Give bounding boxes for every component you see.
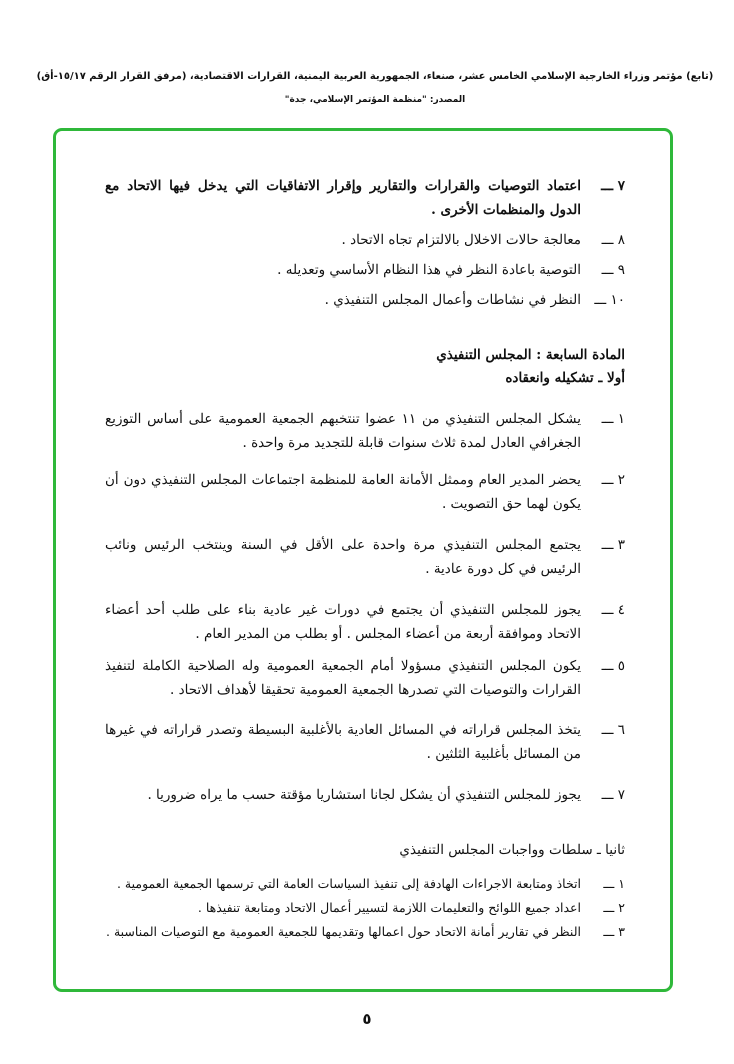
item-number: ٨ ـــ [601,232,625,248]
list-item [105,598,625,646]
item-text: يجتمع المجلس التنفيذي مرة واحدة على الأقل في السنة وينتخب الرئيس ونائب الرئيس في كل دورة عادية . [105,537,581,577]
item-number: ١٠ ـــ [594,292,625,308]
item-number: ٧ ـــ [601,178,625,194]
item-number: ٢ ـــ [603,900,625,915]
document-source: المصدر: "منظمة المؤتمر الإسلامي، جدة" [284,95,466,105]
list-item [105,533,625,581]
item-text: التوصية باعادة النظر في هذا النظام الأساسي وتعديله . [277,262,581,278]
list-item [105,718,625,766]
list-item [105,920,625,944]
item-number: ٩ ـــ [601,262,625,278]
item-text: النظر في نشاطات وأعمال المجلس التنفيذي . [324,292,581,308]
list-item [105,468,625,516]
list-item [105,654,625,702]
item-text: يكون المجلس التنفيذي مسؤولا أمام الجمعية العمومية وله الصلاحية الكاملة لتنفيذ القرارات والتوصيات التي تصدرها الجمعية العمومية تحقيقا لأهداف الاتحاد . [105,658,581,698]
list-item [105,174,625,222]
item-number: ١ ـــ [601,411,625,427]
item-number: ٤ ـــ [601,602,625,618]
list-item [105,872,625,896]
document-header-title: (تابع) مؤتمر وزراء الخارجية الإسلامي الخامس عشر، صنعاء، الجمهورية العربية اليمنية، القرارات الاقتصادية، (مرفق القرار الرقم ١٥/١٧-أق) [36,71,714,82]
item-text: اعتماد التوصيات والقرارات والتقارير وإقرار الاتفاقيات التي يدخل فيها الاتحاد مع الدول والمنظمات الأخرى . [105,178,581,218]
item-text: اعداد جميع اللوائح والتعليمات اللازمة لتسيير أعمال الاتحاد ومتابعة تنفيذها . [197,900,581,915]
item-number: ٢ ـــ [601,472,625,488]
item-text: اتخاذ ومتابعة الاجراءات الهادفة إلى تنفيذ السياسات العامة التي ترسمها الجمعية العمومية . [116,876,581,891]
list-item [105,228,625,252]
item-number: ٦ ـــ [601,722,625,738]
item-text: معالجة حالات الاخلال بالالتزام تجاه الاتحاد . [341,232,581,248]
list-item [105,407,625,455]
item-number: ١ ـــ [603,876,625,891]
item-text: النظر في تقارير أمانة الاتحاد حول اعمالها وتقديمها للجمعية العمومية مع التوصيات المناسبة . [106,924,581,939]
item-text: يتخذ المجلس قراراته في المسائل العادية بالأغلبية البسيطة وتصدر قراراته في غيرها من المسائل بأغلبية الثلثين . [105,722,581,762]
section-title: أولا ـ تشكيله وانعقاده [505,370,625,386]
list-item [105,783,625,807]
item-text: يجوز للمجلس التنفيذي أن يجتمع في دورات غير عادية بناء على طلب أحد أعضاء الاتحاد وموافقة أربعة من أعضاء المجلس . أو بطلب من المدير العام . [105,602,581,642]
item-number: ٥ ـــ [601,658,625,674]
item-number: ٧ ـــ [601,787,625,803]
item-number: ٣ ـــ [601,537,625,553]
section-title: ثانيا ـ سلطات وواجبات المجلس التنفيذي [399,842,625,858]
list-item [105,896,625,920]
item-text: يشكل المجلس التنفيذي من ١١ عضوا تنتخبهم الجمعية العمومية على أساس التوزيع الجغرافي العادل لمدة ثلاث سنوات قابلة للتجديد مرة واحدة . [105,411,581,451]
item-text: يحضر المدير العام وممثل الأمانة العامة للمنظمة اجتماعات المجلس التنفيذي دون أن يكون لهما حق التصويت . [105,472,581,512]
article-title: المادة السابعة : المجلس التنفيذي [436,347,625,363]
list-item [105,288,625,312]
list-item [105,258,625,282]
page-number: ٥ [362,1010,372,1028]
item-text: يجوز للمجلس التنفيذي أن يشكل لجانا استشاريا مؤقتة حسب ما يراه ضروريا . [147,787,581,803]
item-number: ٣ ـــ [603,924,625,939]
